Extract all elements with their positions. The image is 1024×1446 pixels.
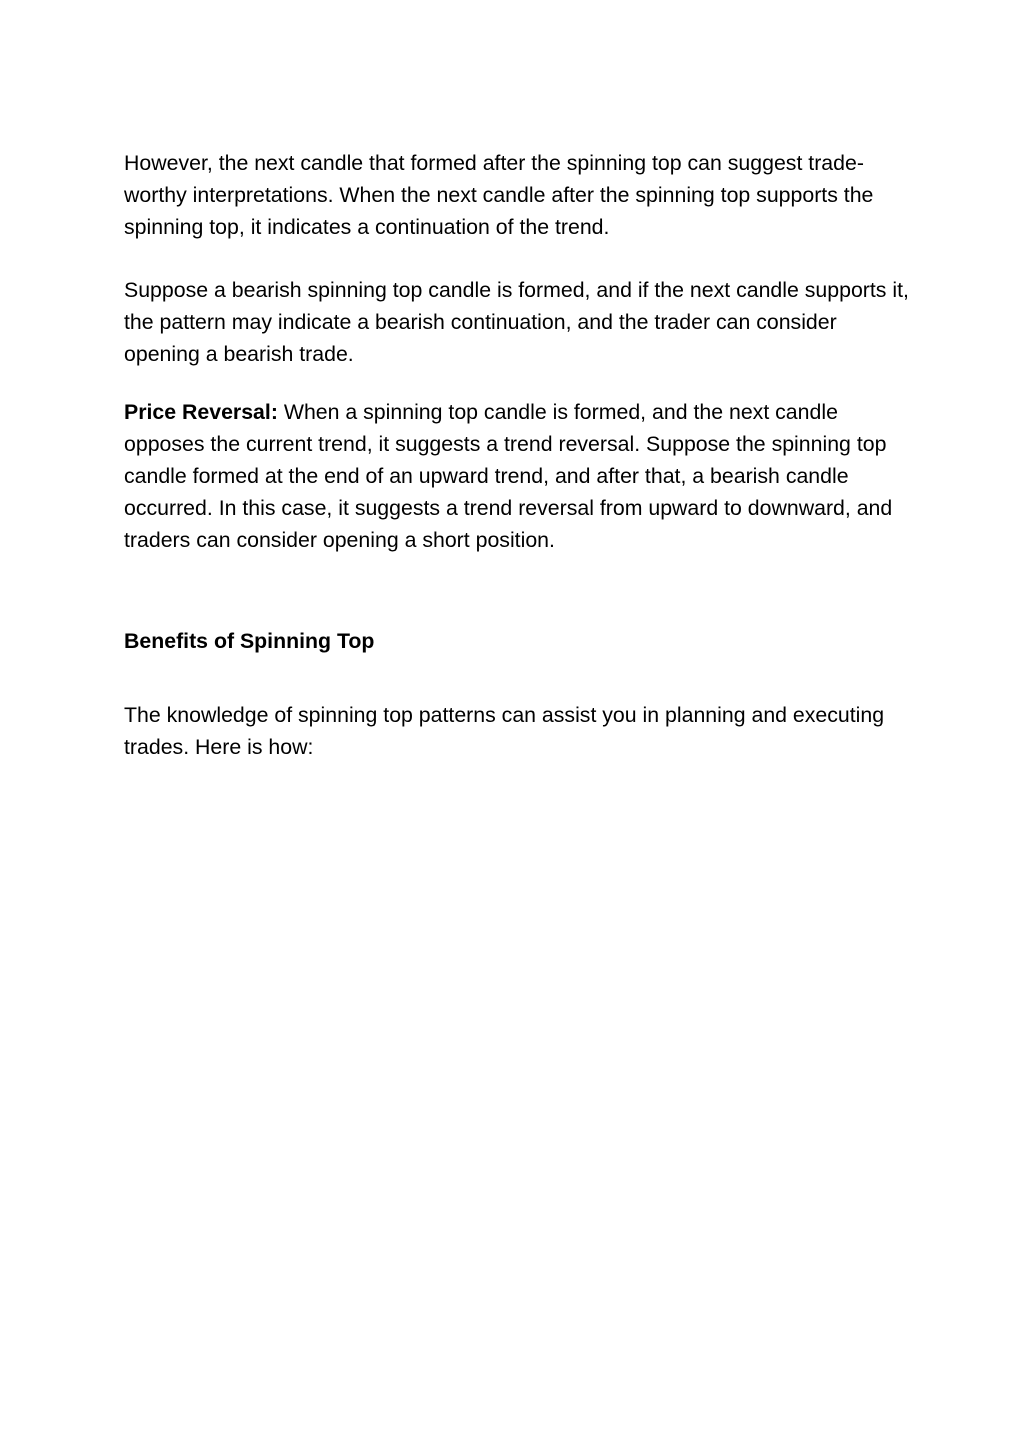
document-page [124,147,914,763]
paragraph-benefits: The knowledge of spinning top patterns can assist you in planning and executing trades. Here is how: [124,703,885,759]
price-reversal-label: Price Reversal: [124,400,278,424]
section-heading-benefits: Benefits of Spinning Top [124,629,375,653]
paragraph-price-reversal [124,396,914,556]
paragraph-bearish-continuation: Suppose a bearish spinning top candle is formed, and if the next candle supports it, the pattern may indicate a bearish continuation, and the trader can consider opening a bearish trade. [124,278,909,366]
price-reversal-text: When a spinning top candle is formed, and the next candle opposes the current trend, it suggests a trend reversal. Suppose the spinning top candle formed at the end of an upward trend, and after that, a bearish candle occurred. In this case, it suggests a trend reversal from upward to downward, and traders can consider opening a short position. [124,400,893,552]
paragraph-next-candle: However, the next candle that formed after the spinning top can suggest trade-worthy interpretations. When the next candle after the spinning top supports the spinning top, it indicates a continuation of the trend. [124,151,874,239]
